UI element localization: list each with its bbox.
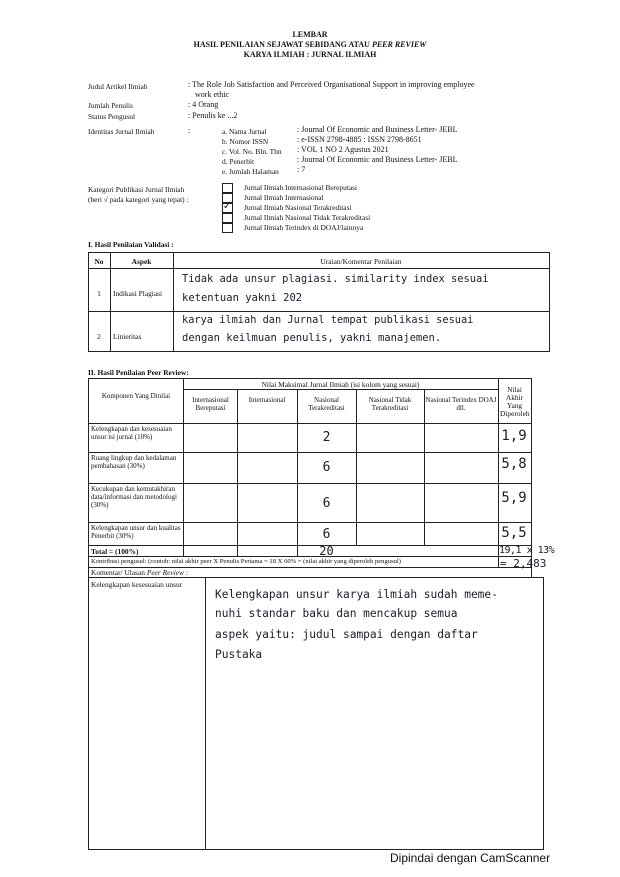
identitas-value-b: : e-ISSN 2798-4885 : ISSN 2798-8651 xyxy=(297,135,422,144)
peer-row-3-label: Kecukupan dan kemutakhiran data/informasi dan metodologi (30%) xyxy=(91,485,177,509)
komentar-header xyxy=(91,568,188,577)
peer-row-1-akhir: 1,9 xyxy=(501,428,527,444)
validasi-header-uraian: Uraian/Komentar Penilaian xyxy=(320,257,402,266)
peer-row-3-nasional: 6 xyxy=(322,496,331,511)
check-mark-icon: ✓ xyxy=(223,201,232,212)
judul-value-2: work ethic xyxy=(195,90,229,99)
jumlah-value: : 4 Orang xyxy=(188,100,219,109)
komentar-line-3: aspek yaitu: judul sampai dengan daftar xyxy=(215,628,478,641)
kategori-checkbox-1[interactable] xyxy=(222,183,233,193)
validasi-row-1-aspek: Indikasi Plagiasi xyxy=(113,289,163,298)
validasi-header-no: No xyxy=(94,257,104,266)
section1-title: I. Hasil Penilaian Validasi : xyxy=(88,240,174,249)
header-line-1: LEMBAR xyxy=(292,30,328,39)
identitas-label-a: a. Nama Jurnal xyxy=(222,127,267,136)
validasi-row-1-comment-2: ketentuan yakni 202 xyxy=(182,292,303,304)
identitas-colon: : xyxy=(188,126,191,135)
peer-row-2-nasional: 6 xyxy=(322,460,331,475)
identitas-value-d: : Journal Of Economic and Business Letter- JEBL xyxy=(297,155,458,164)
peer-row-1-nasional: 2 xyxy=(322,430,331,445)
kategori-label-2: (beri √ pada kategori yang tepat) : xyxy=(88,195,189,204)
status-value: : Penulis ke ...2 xyxy=(188,111,238,120)
peer-header-internasional: Internasional xyxy=(248,396,286,404)
kontribusi-text: Kontribusi pengusul: (contoh: nilai akhir peer X Penulis Pertama = 18 X 60% = (nilai akhir yang diperoleh pengusul) xyxy=(91,558,401,565)
kategori-option-4: Jurnal Ilmiah Nasional Tidak Terakreditasi xyxy=(244,213,371,222)
section2-title: II. Hasil Penilaian Peer Review: xyxy=(88,368,189,377)
identitas-value-c: : VOL 1 NO 2 Agustus 2021 xyxy=(297,145,389,154)
peer-total-label: Total = (100%) xyxy=(91,547,139,556)
peer-header-group: Nilai Maksimal Jurnal Ilmiah (isi kolom yang sesuai) xyxy=(261,380,420,389)
header-line-2-italic: PEER REVIEW xyxy=(371,40,427,49)
komentar-header-suffix: : xyxy=(183,568,188,577)
peer-header-nilai-akhir: Nilai Akhir Yang Diperoleh xyxy=(500,385,530,418)
identitas-label-d: d. Penerbit xyxy=(222,157,255,166)
komentar-line-1: Kelengkapan unsur karya ilmiah sudah meme- xyxy=(215,588,498,601)
peer-total-nasional: 20 xyxy=(319,544,334,558)
camscanner-watermark: Dipindai dengan CamScanner xyxy=(390,851,551,865)
judul-label: Judul Artikel Ilmiah xyxy=(88,82,148,91)
header-line-3: KARYA ILMIAH : JURNAL ILMIAH xyxy=(243,50,377,59)
header-line-2 xyxy=(0,40,620,49)
peer-row-3-akhir: 5,9 xyxy=(501,490,527,506)
validasi-row-2-aspek: Linieritas xyxy=(113,332,142,341)
identitas-value-a: : Journal Of Economic and Business Letter- JEBL xyxy=(297,125,458,134)
kategori-label-1: Kategori Publikasi Jurnal Ilmiah xyxy=(88,185,185,194)
identitas-value-e: : 7 xyxy=(297,165,306,174)
validasi-row-2-comment-2: dengan keilmuan penulis, yakni manajemen. xyxy=(182,332,442,344)
peer-total-akhir: 19,1 x 13% xyxy=(499,545,555,556)
kategori-option-1: Jurnal Ilmiah Internasional Bereputasi xyxy=(244,183,358,192)
header-line-2-text: HASIL PENILAIAN SEJAWAT SEBIDANG ATAU xyxy=(193,40,372,49)
validasi-row-2-no: 2 xyxy=(97,332,101,341)
komentar-line-2: nuhi standar baku dan mencakup semua xyxy=(215,607,458,620)
kategori-option-3: Jurnal Ilmiah Nasional Terakreditasi xyxy=(244,203,352,212)
identitas-label-c: c. Vol. No. Bln. Thn xyxy=(222,147,282,156)
peer-header-internasional-bereputasi: Internasional Bereputasi xyxy=(192,396,229,412)
kategori-checkbox-3[interactable] xyxy=(222,203,233,213)
peer-row-2-label: Ruang lingkup dan kedalaman pembahasan (30%) xyxy=(91,454,177,470)
komentar-header-text: Komentar/ Ulasan xyxy=(91,568,147,577)
peer-row-4-nasional: 6 xyxy=(322,527,331,542)
kategori-checkbox-4[interactable] xyxy=(222,213,233,223)
peer-header-komponen: Komponen Yang Dinilai xyxy=(101,392,171,400)
validasi-header-aspek: Aspek xyxy=(131,257,152,266)
identitas-label: Identitas Jurnal Ilmiah xyxy=(88,127,155,136)
validasi-row-1-comment-1: Tidak ada unsur plagiasi. similarity index sesuai xyxy=(182,273,489,285)
status-label: Status Pengusul xyxy=(88,112,136,121)
komentar-label: Kelengkapan kesesuaian unsur xyxy=(91,580,183,589)
identitas-label-e: e. Jumlah Halaman xyxy=(222,167,279,176)
peer-header-nasional-terakreditasi: Nasional Terakreditasi xyxy=(308,396,345,412)
peer-row-4-akhir: 5,5 xyxy=(501,525,527,541)
kontribusi-value: = 2,483 xyxy=(500,557,547,570)
peer-row-2-akhir: 5,8 xyxy=(501,456,527,472)
peer-header-nasional-tidak: Nasional Tidak Terakreditasi xyxy=(368,396,412,412)
komentar-line-4: Pustaka xyxy=(215,648,263,661)
kategori-option-5: Jurnal Ilmiah Terindex di DOAJ/lainnya xyxy=(244,223,364,232)
identitas-label-b: b. Nomor ISSN xyxy=(222,137,269,146)
validasi-row-1-no: 1 xyxy=(97,289,101,298)
jumlah-label: Jumlah Penulis xyxy=(88,101,133,110)
judul-value-1: : The Role Job Satisfaction and Perceived Organisational Support in improving employee xyxy=(188,80,475,89)
peer-row-1-label: Kelengkapan dan kesesuaian unsur isi jurnal (10%) xyxy=(91,425,172,441)
peer-row-4-label: Kelengkapan unsur dan kualitas Penerbit (30%) xyxy=(91,524,181,540)
komentar-header-italic: Peer Review xyxy=(146,568,184,577)
peer-header-doaj: Nasional Terindex DOAJ dll. xyxy=(425,396,497,412)
validasi-row-2-comment-1: karya ilmiah dan Jurnal tempat publikasi sesuai xyxy=(182,314,474,326)
kategori-checkbox-5[interactable] xyxy=(222,223,233,233)
kategori-option-2: Jurnal Ilmiah Internasional xyxy=(244,193,324,202)
